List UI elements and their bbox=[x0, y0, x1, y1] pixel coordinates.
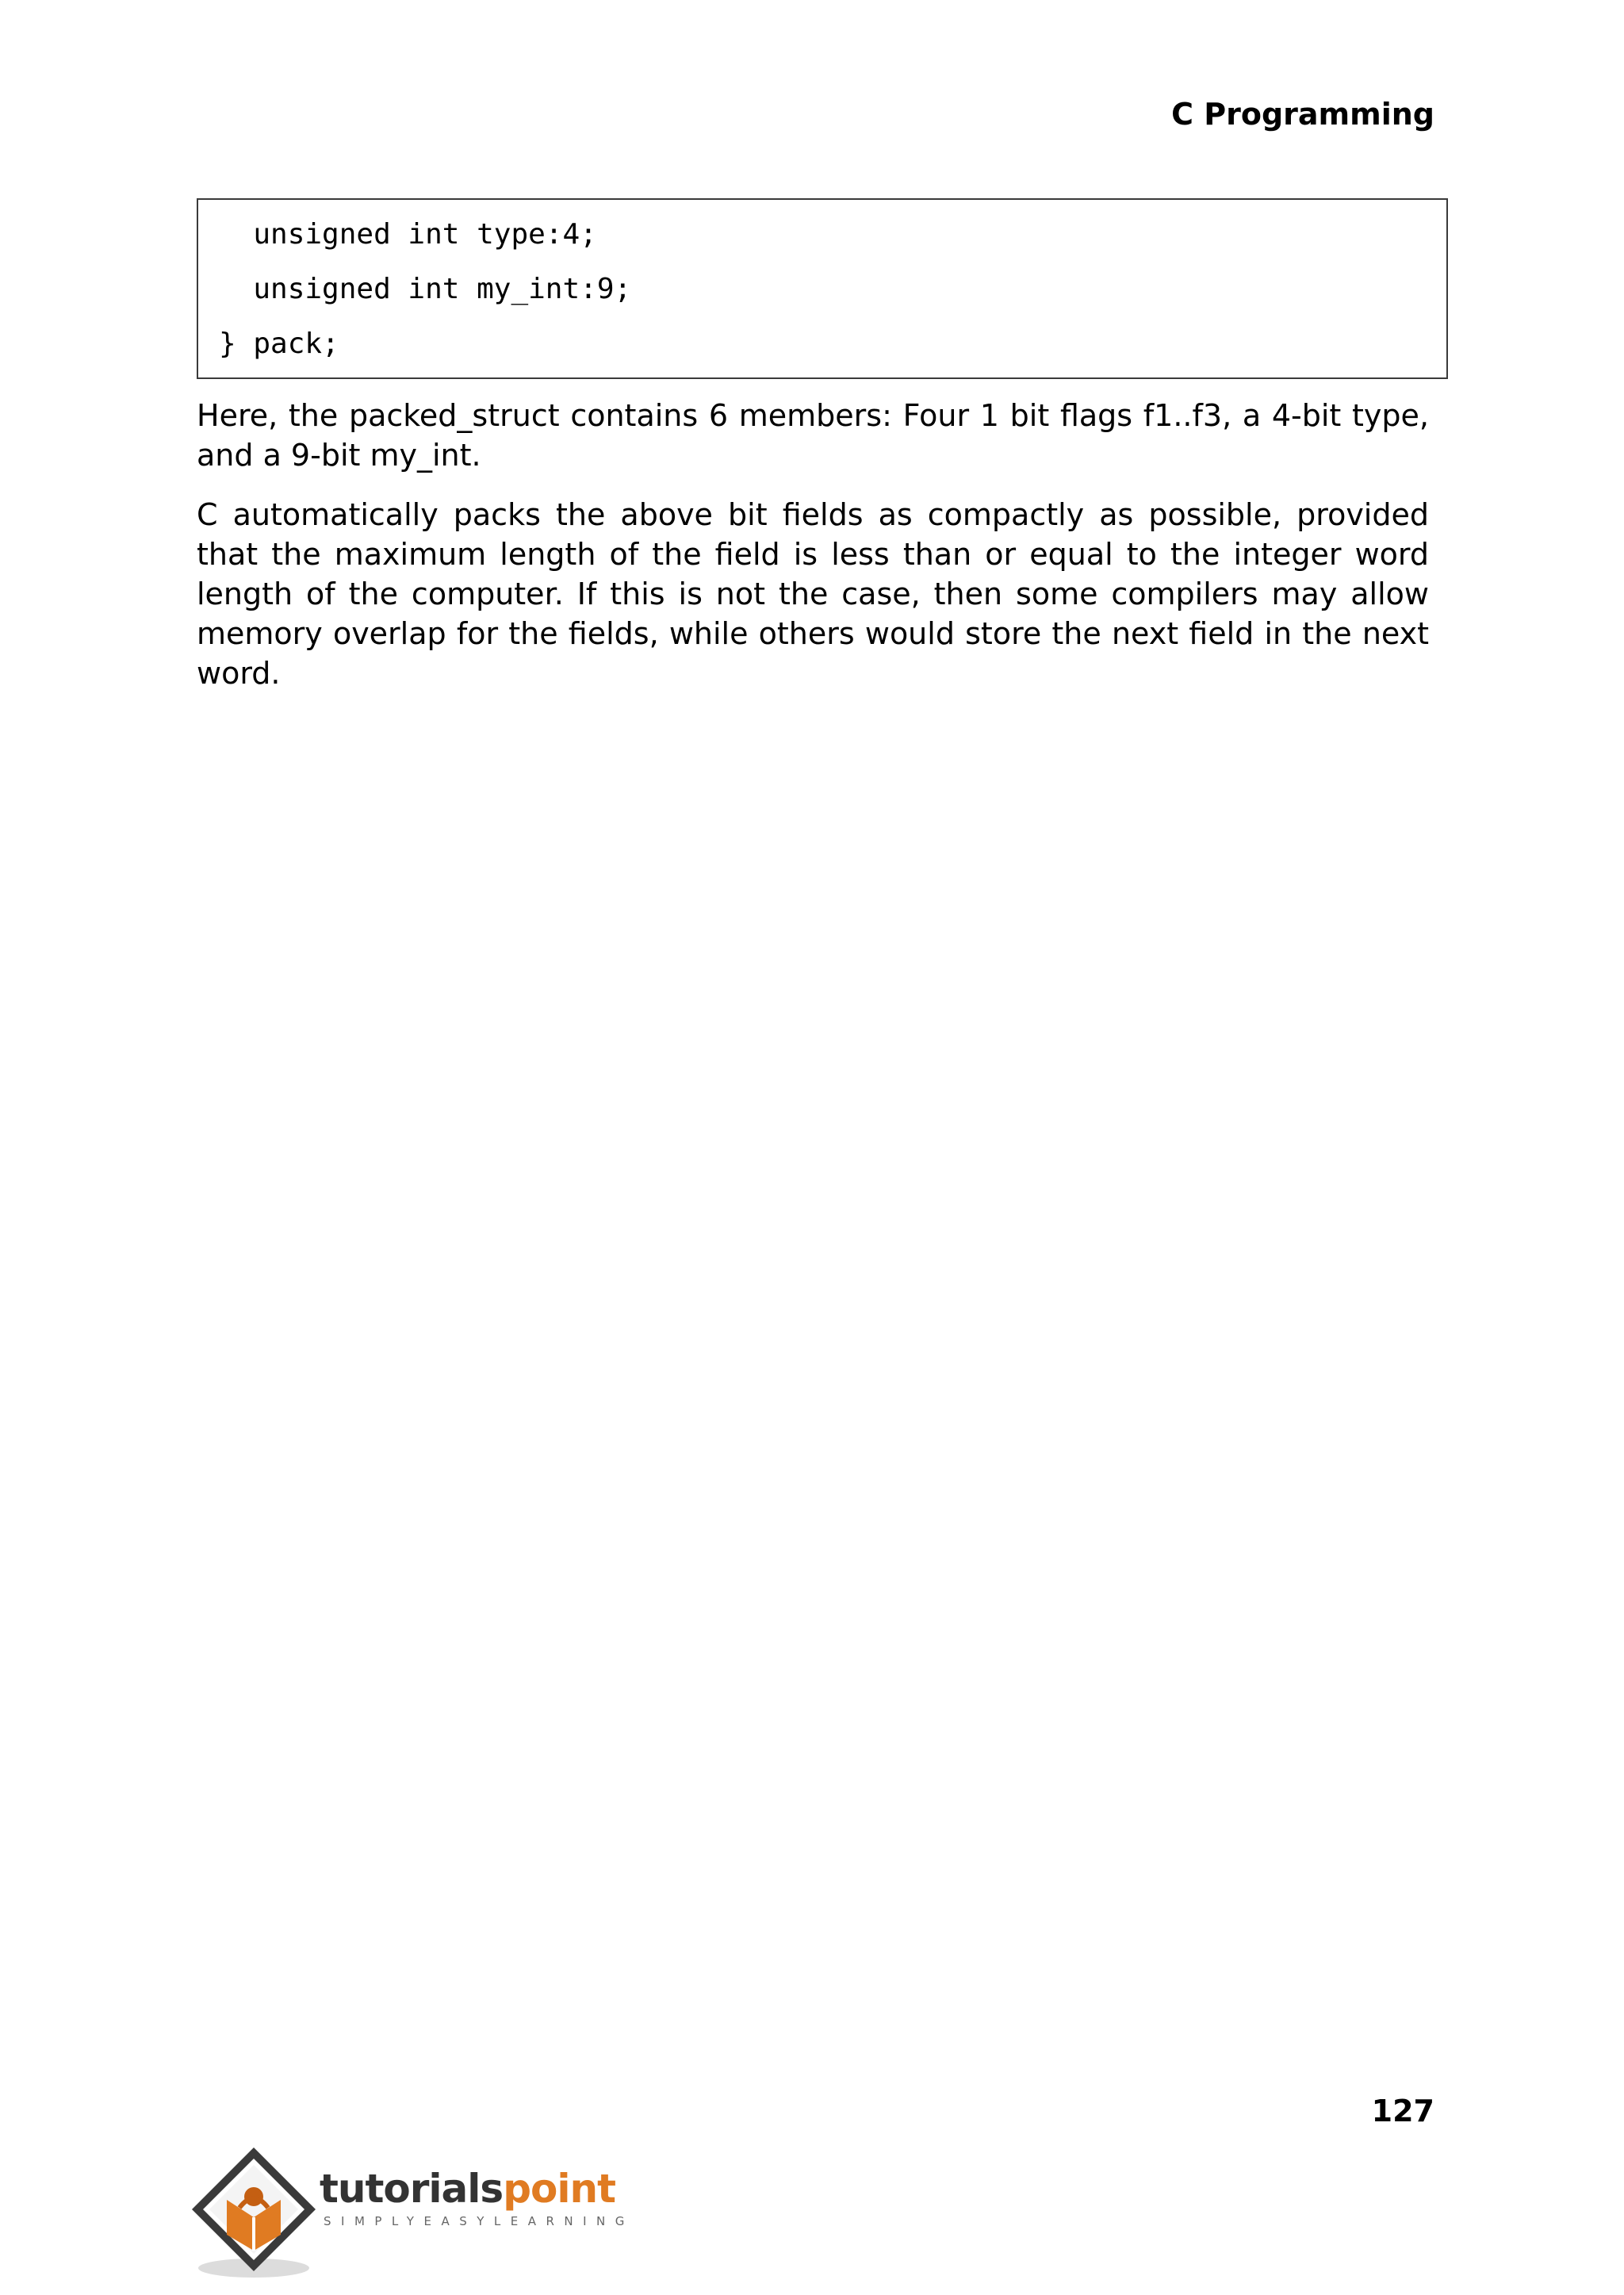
body-paragraph: Here, the packed_struct contains 6 members: Four 1 bit flags f1..f3, a 4-bit type, and a 9-bit my_int. bbox=[197, 398, 1429, 473]
page-header-title: C Programming bbox=[1171, 97, 1434, 132]
tutorialspoint-logo bbox=[190, 2141, 634, 2284]
code-block bbox=[197, 198, 1448, 379]
body-paragraph: C automatically packs the above bit fields as compactly as possible, provided that the maximum length of the field is less than or equal to the integer word length of the computer. If this is not the case, then some compilers may allow memory overlap for the fields, while others would store the next field in the next word. bbox=[197, 497, 1429, 691]
logo-wordmark-part1: tutorials bbox=[320, 2166, 504, 2212]
logo-wordmark bbox=[320, 2167, 615, 2211]
code-line: unsigned int type:4; bbox=[219, 218, 597, 251]
code-line: } pack; bbox=[219, 328, 339, 360]
code-line: unsigned int my_int:9; bbox=[219, 273, 632, 305]
page-number: 127 bbox=[1371, 2094, 1434, 2128]
tutorialspoint-logo-icon bbox=[190, 2141, 325, 2284]
logo-wordmark-part2: point bbox=[503, 2166, 615, 2212]
logo-tagline: SIMPLYEASYLEARNING bbox=[324, 2214, 634, 2228]
